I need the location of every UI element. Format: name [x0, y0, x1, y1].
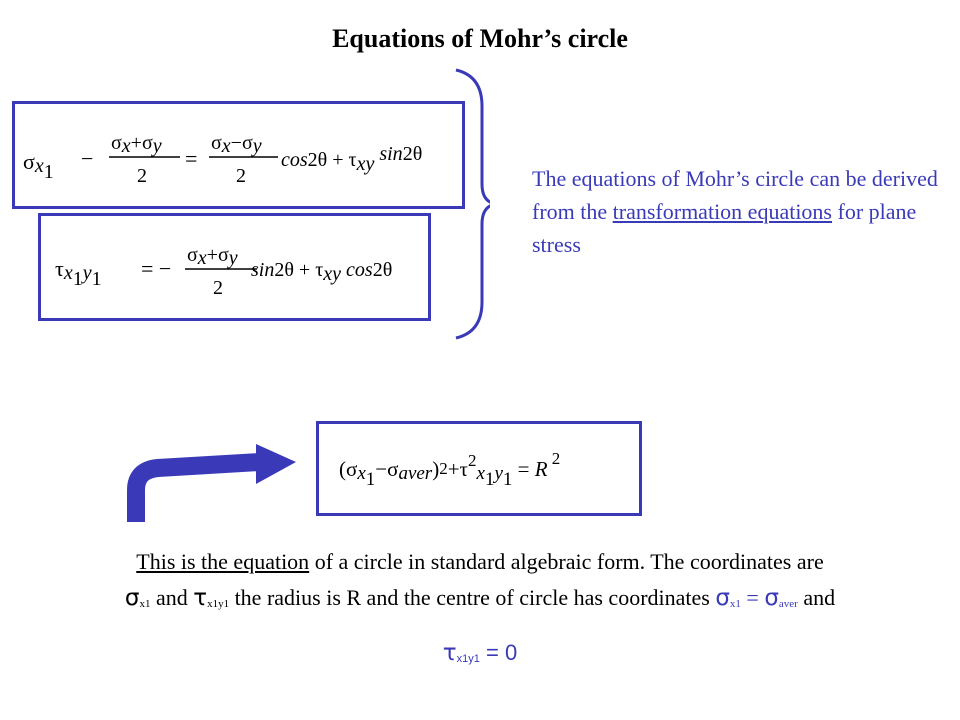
cos-term: cos2θ + τxy sin2θ	[281, 143, 423, 175]
shear-stress-equation	[41, 216, 428, 318]
minus-sign: −	[81, 146, 94, 171]
circle-equation-text: $(\sigma x1-\sigma aver)2+\tau^2x1y1 = R$ $^2$	[339, 449, 561, 490]
circle-explanation-paragraph	[0, 544, 960, 622]
transformation-equations-link[interactable]: transformation equations	[612, 199, 832, 224]
centre-tau-condition: τx1y1 = 0	[442, 640, 518, 666]
paragraph-line-2: σx1 and τx1y1 the radius is R and the centre of circle has coordinates σx1 = σaver and	[124, 585, 836, 611]
derivation-note	[532, 162, 952, 261]
equals-minus: = −	[141, 256, 172, 281]
denominator-two: 2	[236, 165, 246, 187]
right-curly-brace-icon	[450, 66, 490, 342]
note-text: The equations of Mohr’s circle can be derived from the	[532, 166, 938, 224]
sum-numerator: σx+σy	[111, 132, 162, 157]
equals-sign: =	[185, 146, 198, 171]
difference-numerator: σx+σy	[187, 244, 238, 269]
sigma-x1-symbol: σx1	[23, 149, 54, 183]
paragraph-line-1: This is the equation of a circle in standard algebraic form. The coordinates are	[136, 549, 824, 574]
normal-stress-equation	[15, 104, 462, 206]
curved-arrow-icon	[120, 440, 310, 530]
equation-link[interactable]: This is the equation	[136, 549, 310, 574]
denominator-two: 2	[137, 165, 147, 187]
normal-stress-equation-box	[12, 101, 465, 209]
note-text-end: for plane stress	[532, 199, 917, 257]
difference-numerator: σx−σy	[211, 132, 262, 157]
denominator-two: 2	[213, 277, 223, 299]
circle-equation-box	[316, 421, 642, 516]
page-title: Equations of Mohr’s circle	[332, 24, 628, 53]
shear-stress-equation-box	[38, 213, 431, 321]
tau-x1y1-symbol: τx1y1	[55, 256, 102, 290]
sin-term: sin2θ + τxy cos2θ	[251, 259, 393, 285]
circle-equation	[319, 424, 639, 513]
